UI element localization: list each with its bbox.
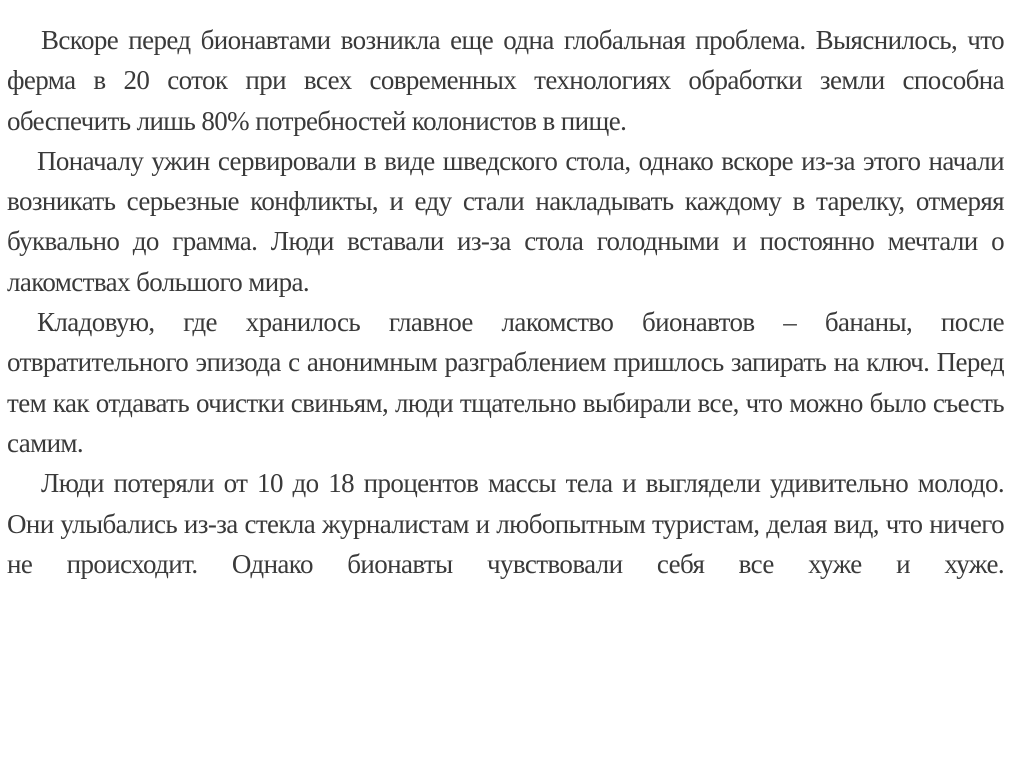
- paragraph-2: Поначалу ужин сервировали в виде шведского стола, однако вскоре из-за этого начали возникать серьезные конфликты, и еду стали накладывать каждому в тарелку, отмеряя буквально до грамма. Люди вставали из-за стола голодными и постоянно мечтали о лакомствах большого мира.: [7, 145, 1004, 297]
- paragraph-4: Люди потеряли от 10 до 18 процентов массы тела и выглядели удивительно молодо. Они улыбались из-за стекла журналистам и любопытным туристам, делая вид, что ничего не происходит. Однако бионавты чувствовали себя все хуже и хуже.: [7, 468, 1004, 579]
- paragraph-1: Вскоре перед бионавтами возникла еще одна глобальная проблема. Выяснилось, что ферма в 20 соток при всех современных технологиях обработки земли способна обеспечить лишь 80% потребностей колонистов в пище.: [7, 25, 1004, 136]
- paragraph-3: Кладовую, где хранилось главное лакомство бионавтов – бананы, после отвратительного эпизода с анонимным разграблением пришлось запирать на ключ. Перед тем как отдавать очистки свиньям, люди тщательно выбирали все, что можно было съесть самим.: [7, 307, 1004, 458]
